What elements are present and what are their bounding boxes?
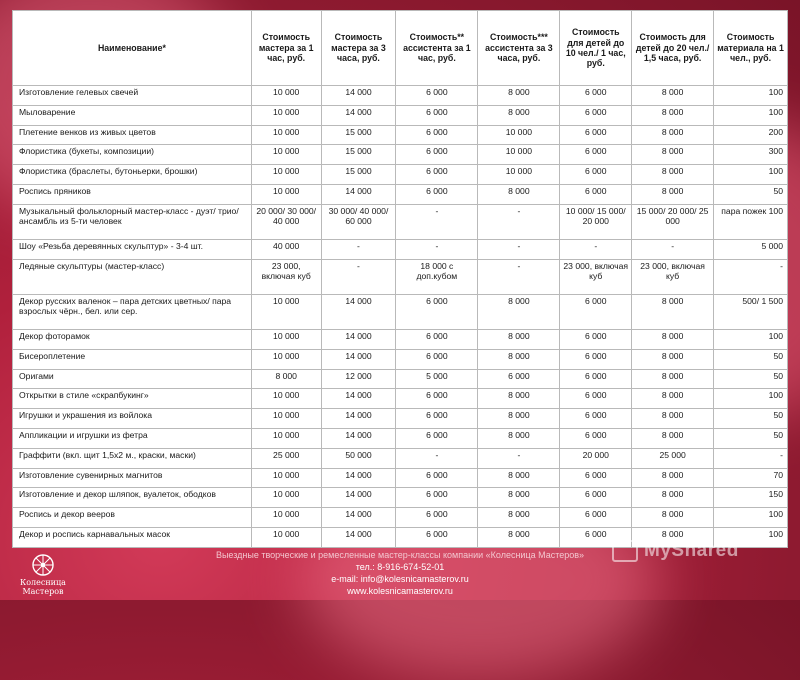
price-cell: 10 000 bbox=[478, 165, 560, 185]
price-cell: 6 000 bbox=[560, 349, 632, 369]
price-cell: 6 000 bbox=[560, 329, 632, 349]
table-body bbox=[13, 86, 788, 548]
price-cell: 6 000 bbox=[560, 468, 632, 488]
price-cell: 6 000 bbox=[560, 429, 632, 449]
footer-company-line: Выездные творческие и ремесленные мастер-классы компании «Колесница Мастеров» bbox=[215, 550, 585, 560]
price-cell: 25 000 bbox=[251, 448, 321, 468]
price-cell: 8 000 bbox=[478, 349, 560, 369]
price-cell: 50 bbox=[714, 429, 788, 449]
price-cell: 14 000 bbox=[321, 105, 396, 125]
price-cell: 8 000 bbox=[632, 389, 714, 409]
price-cell: 6 000 bbox=[560, 145, 632, 165]
price-cell: - bbox=[714, 448, 788, 468]
price-cell: 50 bbox=[714, 409, 788, 429]
price-cell: 100 bbox=[714, 508, 788, 528]
column-header: Стоимость мастера за 1 час, руб. bbox=[251, 11, 321, 86]
price-cell: 14 000 bbox=[321, 329, 396, 349]
price-cell: 10 000 bbox=[251, 105, 321, 125]
workshop-name-cell: Декор фоторамок bbox=[13, 329, 252, 349]
footer bbox=[0, 549, 800, 600]
workshop-name-cell: Ледяные скульптуры (мастер-класс) bbox=[13, 259, 252, 294]
price-cell: 6 000 bbox=[560, 185, 632, 205]
price-cell: 50 bbox=[714, 185, 788, 205]
footer-phone: тел.: 8-916-674-52-01 bbox=[355, 562, 445, 572]
price-cell: 10 000/ 15 000/ 20 000 bbox=[560, 204, 632, 239]
price-cell: 6 000 bbox=[560, 389, 632, 409]
price-cell: 10 000 bbox=[251, 185, 321, 205]
table-row bbox=[13, 468, 788, 488]
price-cell: 8 000 bbox=[632, 125, 714, 145]
price-cell: 10 000 bbox=[251, 145, 321, 165]
price-cell: 8 000 bbox=[632, 329, 714, 349]
price-cell: - bbox=[321, 239, 396, 259]
workshop-name-cell: Игрушки и украшения из войлока bbox=[13, 409, 252, 429]
price-cell: 10 000 bbox=[251, 488, 321, 508]
column-header: Стоимость*** ассистента за 3 часа, руб. bbox=[478, 11, 560, 86]
price-cell: 8 000 bbox=[478, 329, 560, 349]
price-cell: 8 000 bbox=[632, 488, 714, 508]
price-cell: 8 000 bbox=[632, 185, 714, 205]
price-cell: 8 000 bbox=[478, 528, 560, 548]
table-row bbox=[13, 239, 788, 259]
price-cell: 6 000 bbox=[396, 185, 478, 205]
table-row bbox=[13, 389, 788, 409]
price-cell: 14 000 bbox=[321, 409, 396, 429]
price-cell: 14 000 bbox=[321, 429, 396, 449]
price-cell: - bbox=[478, 204, 560, 239]
price-cell: 8 000 bbox=[478, 488, 560, 508]
price-cell: 6 000 bbox=[396, 294, 478, 329]
price-cell: 6 000 bbox=[396, 165, 478, 185]
price-cell: 8 000 bbox=[632, 349, 714, 369]
price-cell: 20 000 bbox=[560, 448, 632, 468]
workshop-name-cell: Открытки в стиле «скрапбукинг» bbox=[13, 389, 252, 409]
price-cell: 8 000 bbox=[478, 294, 560, 329]
workshop-name-cell: Роспись пряников bbox=[13, 185, 252, 205]
price-cell: 10 000 bbox=[251, 429, 321, 449]
price-cell: 6 000 bbox=[560, 409, 632, 429]
table-row bbox=[13, 165, 788, 185]
price-cell: 6 000 bbox=[396, 409, 478, 429]
price-cell: 14 000 bbox=[321, 349, 396, 369]
price-cell: 10 000 bbox=[251, 389, 321, 409]
price-cell: 6 000 bbox=[396, 488, 478, 508]
price-cell: 6 000 bbox=[396, 125, 478, 145]
price-cell: 30 000/ 40 000/ 60 000 bbox=[321, 204, 396, 239]
price-cell: 6 000 bbox=[396, 105, 478, 125]
price-cell: 8 000 bbox=[632, 86, 714, 106]
price-cell: 10 000 bbox=[251, 125, 321, 145]
price-cell: 6 000 bbox=[478, 369, 560, 389]
price-cell: пара пожек 100 bbox=[714, 204, 788, 239]
table-header-row bbox=[13, 11, 788, 86]
price-cell: 100 bbox=[714, 389, 788, 409]
price-cell: 6 000 bbox=[560, 369, 632, 389]
price-cell: 150 bbox=[714, 488, 788, 508]
price-cell: 8 000 bbox=[478, 185, 560, 205]
price-cell: 50 bbox=[714, 369, 788, 389]
price-cell: 10 000 bbox=[478, 125, 560, 145]
table-row bbox=[13, 185, 788, 205]
column-header: Стоимость для детей до 10 чел./ 1 час, руб. bbox=[560, 11, 632, 86]
workshop-name-cell: Изготовление и декор шляпок, вуалеток, ободков bbox=[13, 488, 252, 508]
price-cell: - bbox=[396, 239, 478, 259]
price-cell: 6 000 bbox=[396, 429, 478, 449]
price-cell: 6 000 bbox=[396, 468, 478, 488]
price-cell: 10 000 bbox=[251, 508, 321, 528]
price-cell: 8 000 bbox=[632, 429, 714, 449]
price-cell: 14 000 bbox=[321, 294, 396, 329]
price-cell: 15 000 bbox=[321, 125, 396, 145]
price-cell: 8 000 bbox=[478, 508, 560, 528]
workshop-name-cell: Бисероплетение bbox=[13, 349, 252, 369]
price-cell: 8 000 bbox=[632, 528, 714, 548]
price-table bbox=[12, 10, 788, 548]
price-cell: 10 000 bbox=[478, 145, 560, 165]
price-cell: - bbox=[632, 239, 714, 259]
price-cell: 6 000 bbox=[560, 488, 632, 508]
table-row bbox=[13, 86, 788, 106]
price-cell: 6 000 bbox=[560, 86, 632, 106]
price-cell: 50 000 bbox=[321, 448, 396, 468]
price-cell: 500/ 1 500 bbox=[714, 294, 788, 329]
workshop-name-cell: Аппликации и игрушки из фетра bbox=[13, 429, 252, 449]
workshop-name-cell: Мыловарение bbox=[13, 105, 252, 125]
price-cell: 6 000 bbox=[560, 294, 632, 329]
price-cell: 8 000 bbox=[632, 508, 714, 528]
price-cell: 6 000 bbox=[560, 528, 632, 548]
workshop-name-cell: Шоу «Резьба деревянных скульптур» - 3-4 шт. bbox=[13, 239, 252, 259]
watermark-text: MyShared bbox=[644, 540, 739, 561]
price-cell: - bbox=[478, 448, 560, 468]
price-cell: - bbox=[478, 239, 560, 259]
price-cell: 10 000 bbox=[251, 86, 321, 106]
column-header: Стоимость для детей до 20 чел./ 1,5 часа, руб. bbox=[632, 11, 714, 86]
price-cell: 8 000 bbox=[478, 86, 560, 106]
price-cell: 12 000 bbox=[321, 369, 396, 389]
price-cell: 70 bbox=[714, 468, 788, 488]
price-cell: 23 000, включая куб bbox=[251, 259, 321, 294]
price-cell: 8 000 bbox=[478, 409, 560, 429]
price-cell: 10 000 bbox=[251, 294, 321, 329]
price-cell: 6 000 bbox=[396, 145, 478, 165]
price-cell: 5 000 bbox=[714, 239, 788, 259]
price-cell: 6 000 bbox=[396, 528, 478, 548]
price-cell: 50 bbox=[714, 349, 788, 369]
price-cell: 15 000/ 20 000/ 25 000 bbox=[632, 204, 714, 239]
price-cell: 14 000 bbox=[321, 488, 396, 508]
price-cell: 8 000 bbox=[478, 389, 560, 409]
price-cell: 25 000 bbox=[632, 448, 714, 468]
table-row bbox=[13, 448, 788, 468]
price-cell: - bbox=[396, 204, 478, 239]
table-row bbox=[13, 508, 788, 528]
price-cell: 18 000 с доп.кубом bbox=[396, 259, 478, 294]
footer-website[interactable]: www.kolesnicamasterov.ru bbox=[347, 586, 453, 596]
price-cell: 15 000 bbox=[321, 145, 396, 165]
price-cell: 14 000 bbox=[321, 86, 396, 106]
table-row bbox=[13, 105, 788, 125]
table-row bbox=[13, 329, 788, 349]
price-cell: 23 000, включая куб bbox=[632, 259, 714, 294]
price-cell: 8 000 bbox=[632, 468, 714, 488]
table-row bbox=[13, 259, 788, 294]
price-cell: 8 000 bbox=[478, 429, 560, 449]
workshop-name-cell: Флористика (букеты, композиции) bbox=[13, 145, 252, 165]
price-cell: 8 000 bbox=[632, 294, 714, 329]
price-cell: 14 000 bbox=[321, 468, 396, 488]
table-row bbox=[13, 145, 788, 165]
price-cell: 14 000 bbox=[321, 185, 396, 205]
column-header: Наименование* bbox=[13, 11, 252, 86]
price-cell: 6 000 bbox=[560, 165, 632, 185]
table-row bbox=[13, 349, 788, 369]
price-cell: 23 000, включая куб bbox=[560, 259, 632, 294]
price-cell: 300 bbox=[714, 145, 788, 165]
price-cell: 8 000 bbox=[632, 105, 714, 125]
workshop-name-cell: Оригами bbox=[13, 369, 252, 389]
price-cell: - bbox=[714, 259, 788, 294]
price-table-container bbox=[12, 10, 788, 548]
table-row bbox=[13, 294, 788, 329]
price-cell: 20 000/ 30 000/ 40 000 bbox=[251, 204, 321, 239]
table-row bbox=[13, 488, 788, 508]
price-cell: 100 bbox=[714, 105, 788, 125]
price-cell: 8 000 bbox=[478, 105, 560, 125]
price-cell: - bbox=[560, 239, 632, 259]
logo-text-line: Мастеров bbox=[22, 587, 64, 596]
price-cell: 8 000 bbox=[478, 468, 560, 488]
column-header: Стоимость мастера за 3 часа, руб. bbox=[321, 11, 396, 86]
workshop-name-cell: Флористика (браслеты, бутоньерки, брошки) bbox=[13, 165, 252, 185]
price-cell: 10 000 bbox=[251, 349, 321, 369]
price-cell: 8 000 bbox=[632, 145, 714, 165]
table-row bbox=[13, 429, 788, 449]
price-cell: 10 000 bbox=[251, 409, 321, 429]
price-cell: 14 000 bbox=[321, 528, 396, 548]
price-cell: 10 000 bbox=[251, 468, 321, 488]
footer-email[interactable]: e-mail: info@kolesnicamasterov.ru bbox=[331, 574, 469, 584]
price-cell: 8 000 bbox=[632, 165, 714, 185]
price-cell: 8 000 bbox=[251, 369, 321, 389]
workshop-name-cell: Изготовление сувенирных магнитов bbox=[13, 468, 252, 488]
table-row bbox=[13, 204, 788, 239]
workshop-name-cell: Декор и роспись карнавальных масок bbox=[13, 528, 252, 548]
workshop-name-cell: Плетение венков из живых цветов bbox=[13, 125, 252, 145]
price-cell: 8 000 bbox=[632, 369, 714, 389]
price-cell: 14 000 bbox=[321, 508, 396, 528]
price-cell: 6 000 bbox=[396, 508, 478, 528]
price-cell: 200 bbox=[714, 125, 788, 145]
price-cell: 15 000 bbox=[321, 165, 396, 185]
price-cell: 100 bbox=[714, 528, 788, 548]
workshop-name-cell: Роспись и декор вееров bbox=[13, 508, 252, 528]
price-cell: 10 000 bbox=[251, 165, 321, 185]
table-row bbox=[13, 125, 788, 145]
price-cell: 10 000 bbox=[251, 329, 321, 349]
price-cell: 100 bbox=[714, 86, 788, 106]
workshop-name-cell: Изготовление гелевых свечей bbox=[13, 86, 252, 106]
workshop-name-cell: Граффити (вкл. щит 1,5х2 м., краски, маски) bbox=[13, 448, 252, 468]
price-cell: 6 000 bbox=[396, 349, 478, 369]
logo-text-line: Колесница bbox=[20, 578, 66, 587]
price-cell: - bbox=[396, 448, 478, 468]
price-cell: 6 000 bbox=[396, 389, 478, 409]
price-cell: 6 000 bbox=[560, 125, 632, 145]
column-header: Стоимость материала на 1 чел., руб. bbox=[714, 11, 788, 86]
price-cell: 6 000 bbox=[560, 508, 632, 528]
workshop-name-cell: Декор русских валенок – пара детских цветных/ пара взрослых чёрн., бел. или сер. bbox=[13, 294, 252, 329]
price-cell: 6 000 bbox=[560, 105, 632, 125]
price-cell: 8 000 bbox=[632, 409, 714, 429]
table-row bbox=[13, 409, 788, 429]
price-cell: 5 000 bbox=[396, 369, 478, 389]
price-cell: 100 bbox=[714, 329, 788, 349]
price-cell: 6 000 bbox=[396, 86, 478, 106]
price-cell: 40 000 bbox=[251, 239, 321, 259]
price-cell: - bbox=[478, 259, 560, 294]
price-cell: 100 bbox=[714, 165, 788, 185]
column-header: Стоимость** ассистента за 1 час, руб. bbox=[396, 11, 478, 86]
price-cell: 10 000 bbox=[251, 528, 321, 548]
workshop-name-cell: Музыкальный фольклорный мастер-класс - дуэт/ трио/ ансамбль из 5-ти человек bbox=[13, 204, 252, 239]
price-cell: - bbox=[321, 259, 396, 294]
table-row bbox=[13, 369, 788, 389]
price-cell: 14 000 bbox=[321, 389, 396, 409]
price-cell: 6 000 bbox=[396, 329, 478, 349]
